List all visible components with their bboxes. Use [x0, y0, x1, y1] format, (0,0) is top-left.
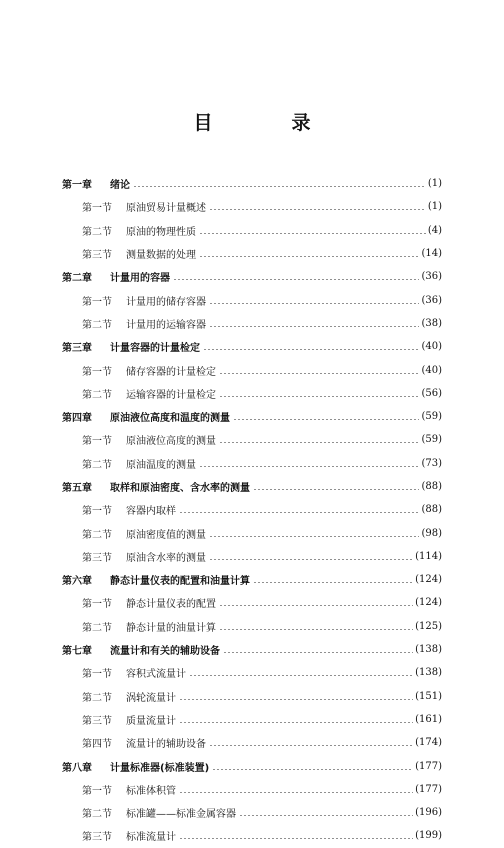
toc-entry-page: (38)	[421, 317, 442, 329]
toc-entry-page: (161)	[415, 713, 442, 725]
toc-entry-number: 第一节	[82, 506, 112, 518]
toc-chapter-entry[interactable]	[62, 475, 442, 498]
toc-entry-page: (88)	[421, 504, 442, 516]
toc-entry-page: (98)	[421, 527, 442, 539]
toc-entry-number: 第三章	[62, 343, 92, 355]
toc-entry-page: (88)	[421, 481, 442, 492]
toc-section-entry[interactable]	[62, 545, 442, 568]
toc-entry-number: 第二节	[82, 692, 112, 704]
dot-leader	[209, 326, 419, 327]
toc-chapter-entry[interactable]	[62, 568, 442, 591]
toc-chapter-entry[interactable]	[62, 754, 442, 777]
toc-entry-title: 原油温度的测量	[126, 459, 196, 471]
toc-section-entry[interactable]	[62, 195, 442, 218]
toc-entry-title: 原油的物理性质	[126, 226, 196, 238]
toc-section-entry[interactable]	[62, 591, 442, 614]
toc-entry-page: (1)	[427, 201, 442, 213]
toc-section-entry[interactable]	[62, 219, 442, 242]
dot-leader	[209, 559, 413, 560]
dot-leader	[223, 652, 413, 653]
dot-leader	[219, 442, 419, 443]
toc-entry-number: 第八章	[62, 762, 92, 774]
toc-entry-page: (177)	[415, 783, 442, 795]
toc-chapter-entry[interactable]	[62, 265, 442, 288]
toc-entry-title: 计量标准器(标准装置)	[110, 762, 210, 774]
dot-leader	[253, 582, 413, 583]
toc-entry-number: 第二节	[82, 389, 112, 401]
toc-section-entry[interactable]	[62, 824, 442, 847]
toc-entry-number: 第一节	[82, 366, 112, 378]
dot-leader	[203, 349, 419, 350]
toc-entry-title: 计量用的运输容器	[126, 319, 206, 331]
toc-section-entry[interactable]	[62, 452, 442, 475]
toc-entry-title: 原油贸易计量概述	[126, 203, 206, 215]
toc-entry-page: (174)	[415, 737, 442, 749]
toc-entry-number: 第七章	[62, 646, 92, 658]
toc-section-entry[interactable]	[62, 708, 442, 731]
table-of-contents	[62, 172, 442, 848]
toc-entry-title: 绪论	[110, 180, 130, 192]
dot-leader	[133, 186, 426, 187]
toc-entry-page: (151)	[415, 690, 442, 702]
toc-entry-title: 静态计量仪表的配置和油量计算	[110, 576, 250, 588]
toc-entry-page: (196)	[415, 807, 442, 819]
toc-entry-page: (56)	[421, 387, 442, 399]
dot-leader	[179, 512, 419, 513]
toc-entry-title: 运输容器的计量检定	[126, 389, 216, 401]
toc-entry-number: 第一节	[82, 296, 112, 308]
toc-entry-number: 第二节	[82, 809, 112, 821]
toc-chapter-entry[interactable]	[62, 335, 442, 358]
toc-entry-page: (14)	[421, 248, 442, 260]
toc-entry-title: 计量容器的计量检定	[110, 343, 200, 355]
toc-entry-number: 第二章	[62, 273, 92, 285]
toc-entry-title: 原油含水率的测量	[126, 552, 206, 564]
toc-entry-number: 第二节	[82, 459, 112, 471]
toc-entry-number: 第三节	[82, 552, 112, 564]
toc-entry-number: 第四节	[82, 739, 112, 751]
toc-entry-number: 第三节	[82, 832, 112, 844]
toc-entry-number: 第五章	[62, 483, 92, 494]
toc-entry-title: 取样和原油密度、含水率的测量	[110, 483, 250, 494]
toc-entry-title: 标准罐——标准金属容器	[126, 809, 236, 821]
toc-section-entry[interactable]	[62, 685, 442, 708]
toc-entry-page: (36)	[421, 294, 442, 306]
toc-entry-title: 标准体积管	[126, 785, 176, 797]
dot-leader	[199, 256, 419, 257]
toc-entry-number: 第一节	[82, 785, 112, 797]
toc-entry-page: (59)	[421, 434, 442, 446]
toc-entry-page: (177)	[415, 760, 442, 772]
toc-entry-number: 第六章	[62, 576, 92, 588]
toc-entry-page: (124)	[415, 574, 442, 586]
dot-leader	[199, 233, 426, 234]
toc-entry-title: 质量流量计	[126, 715, 176, 727]
toc-entry-number: 第一节	[82, 203, 112, 215]
toc-entry-title: 原油液位高度的测量	[126, 436, 216, 448]
toc-entry-title: 计量用的容器	[110, 273, 170, 285]
toc-entry-page: (125)	[415, 620, 442, 632]
toc-section-entry[interactable]	[62, 498, 442, 521]
toc-section-entry[interactable]	[62, 358, 442, 381]
toc-entry-number: 第二节	[82, 319, 112, 331]
toc-entry-number: 第一节	[82, 436, 112, 448]
toc-entry-title: 静态计量仪表的配置	[126, 599, 216, 611]
dot-leader	[209, 745, 413, 746]
toc-entry-title: 原油液位高度和温度的测量	[110, 413, 230, 425]
dot-leader	[219, 605, 413, 606]
toc-entry-number: 第一节	[82, 599, 112, 611]
toc-entry-number: 第二节	[82, 226, 112, 238]
dot-leader	[179, 792, 413, 793]
toc-entry-number: 第二节	[82, 529, 112, 541]
dot-leader	[253, 489, 419, 490]
toc-entry-title: 储存容器的计量检定	[126, 366, 216, 378]
toc-section-entry[interactable]	[62, 242, 442, 265]
toc-section-entry[interactable]	[62, 778, 442, 801]
toc-entry-page: (1)	[427, 178, 442, 190]
toc-entry-page: (138)	[415, 644, 442, 656]
toc-entry-page: (73)	[421, 457, 442, 469]
dot-leader	[179, 699, 413, 700]
toc-chapter-entry[interactable]	[62, 638, 442, 661]
toc-entry-title: 计量用的储存容器	[126, 296, 206, 308]
toc-entry-title: 流量计的辅助设备	[126, 739, 206, 751]
toc-entry-title: 流量计和有关的辅助设备	[110, 646, 220, 658]
toc-section-entry[interactable]	[62, 312, 442, 335]
dot-leader	[189, 675, 413, 676]
dot-leader	[199, 466, 419, 467]
toc-section-entry[interactable]	[62, 382, 442, 405]
toc-entry-number: 第一节	[82, 669, 112, 681]
toc-entry-page: (138)	[415, 667, 442, 679]
dot-leader	[212, 769, 413, 770]
toc-section-entry[interactable]	[62, 801, 442, 824]
dot-leader	[239, 815, 413, 816]
toc-section-entry[interactable]	[62, 521, 442, 544]
toc-entry-page: (40)	[421, 341, 442, 353]
toc-entry-number: 第三节	[82, 715, 112, 727]
toc-entry-title: 涡轮流量计	[126, 692, 176, 704]
toc-entry-title: 容器内取样	[126, 506, 176, 518]
dot-leader	[173, 279, 419, 280]
toc-entry-title: 原油密度值的测量	[126, 529, 206, 541]
toc-entry-page: (114)	[415, 550, 442, 562]
toc-chapter-entry[interactable]	[62, 405, 442, 428]
toc-chapter-entry[interactable]	[62, 172, 442, 195]
toc-entry-page: (199)	[415, 830, 442, 842]
toc-section-entry[interactable]	[62, 661, 442, 684]
page-title: 目 录	[193, 112, 341, 134]
dot-leader	[209, 209, 426, 210]
toc-section-entry[interactable]	[62, 731, 442, 754]
dot-leader	[209, 303, 419, 304]
toc-entry-number: 第二节	[82, 622, 112, 634]
dot-leader	[179, 838, 413, 839]
toc-entry-title: 静态计量的油量计算	[126, 622, 216, 634]
toc-entry-number: 第三节	[82, 250, 112, 262]
toc-section-entry[interactable]	[62, 288, 442, 311]
toc-entry-page: (4)	[427, 224, 442, 236]
dot-leader	[233, 419, 419, 420]
toc-entry-number: 第四章	[62, 413, 92, 425]
toc-entry-page: (36)	[421, 271, 442, 283]
toc-entry-page: (59)	[421, 411, 442, 423]
toc-entry-title: 测量数据的处理	[126, 250, 196, 262]
dot-leader	[219, 396, 419, 397]
toc-entry-number: 第一章	[62, 180, 92, 192]
toc-section-entry[interactable]	[62, 615, 442, 638]
toc-section-entry[interactable]	[62, 428, 442, 451]
toc-entry-page: (40)	[421, 364, 442, 376]
dot-leader	[219, 629, 413, 630]
dot-leader	[219, 373, 419, 374]
dot-leader	[209, 536, 419, 537]
dot-leader	[179, 722, 413, 723]
toc-entry-title: 标准流量计	[126, 832, 176, 844]
toc-entry-title: 容积式流量计	[126, 669, 186, 681]
toc-entry-page: (124)	[415, 597, 442, 609]
